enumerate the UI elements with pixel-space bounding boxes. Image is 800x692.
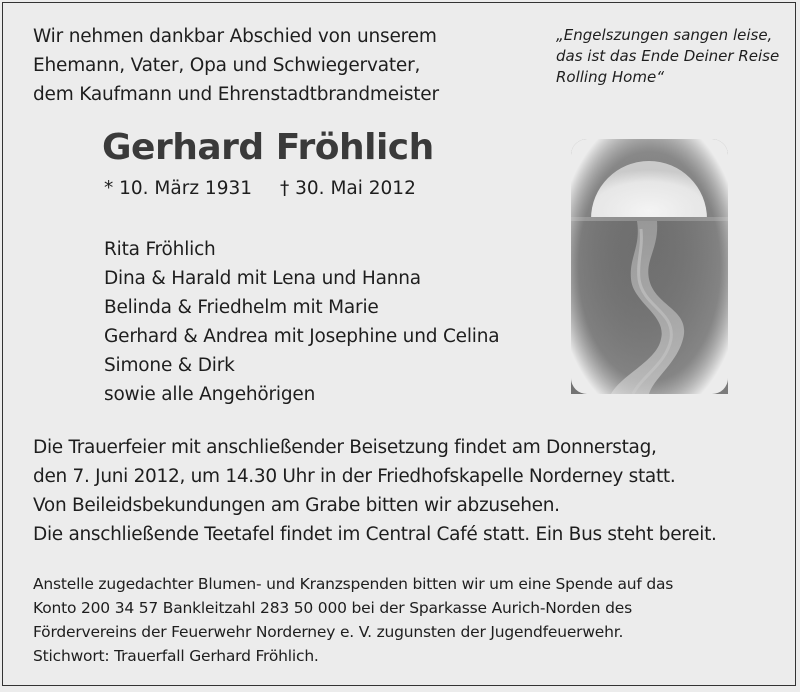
mourner-line: Rita Fröhlich [104,239,216,260]
deceased-name: Gerhard Fröhlich [102,127,434,168]
donation-info [33,572,673,668]
sunset-path-painting [571,139,728,394]
intro-text [33,22,439,109]
ceremony-info [33,433,717,549]
mourner-line: Simone & Dirk [104,355,235,376]
death-date: † 30. Mai 2012 [280,178,416,199]
quote-line: das ist das Ende Deiner Reise [556,47,780,65]
mourners-list [104,235,499,409]
donation-line: Anstelle zugedachter Blumen- und Kranzspenden bitten wir um eine Spende auf das [33,575,674,593]
ceremony-line: Die Trauerfeier mit anschließender Beisetzung findet am Donnerstag, [33,437,657,458]
mourner-line: sowie alle Angehörigen [104,384,316,405]
donation-line: Konto 200 34 57 Bankleitzahl 283 50 000 bei der Sparkasse Aurich-Norden des [33,599,632,617]
ceremony-line: den 7. Juni 2012, um 14.30 Uhr in der Friedhofskapelle Norderney statt. [33,466,676,487]
donation-line: Stichwort: Trauerfall Gerhard Fröhlich. [33,647,319,665]
ceremony-line: Die anschließende Teetafel findet im Central Café statt. Ein Bus steht bereit. [33,524,717,545]
memorial-quote [556,25,779,88]
mourner-line: Belinda & Friedhelm mit Marie [104,297,379,318]
donation-line: Fördervereins der Feuerwehr Norderney e. V. zugunsten der Jugendfeuerwehr. [33,623,624,641]
ceremony-line: Von Beileidsbekundungen am Grabe bitten wir abzusehen. [33,495,560,516]
mourner-line: Dina & Harald mit Lena und Hanna [104,268,421,289]
intro-line: Ehemann, Vater, Opa und Schwiegervater, [33,55,421,76]
obituary-notice [2,2,796,686]
intro-line: Wir nehmen dankbar Abschied von unserem [33,26,437,47]
birth-date: * 10. März 1931 [104,178,253,199]
life-dates [104,178,416,199]
intro-line: dem Kaufmann und Ehrenstadtbrandmeister [33,84,439,105]
quote-line: Rolling Home“ [556,68,664,86]
mourner-line: Gerhard & Andrea mit Josephine und Celina [104,326,500,347]
quote-line: „Engelszungen sangen leise, [556,26,773,44]
